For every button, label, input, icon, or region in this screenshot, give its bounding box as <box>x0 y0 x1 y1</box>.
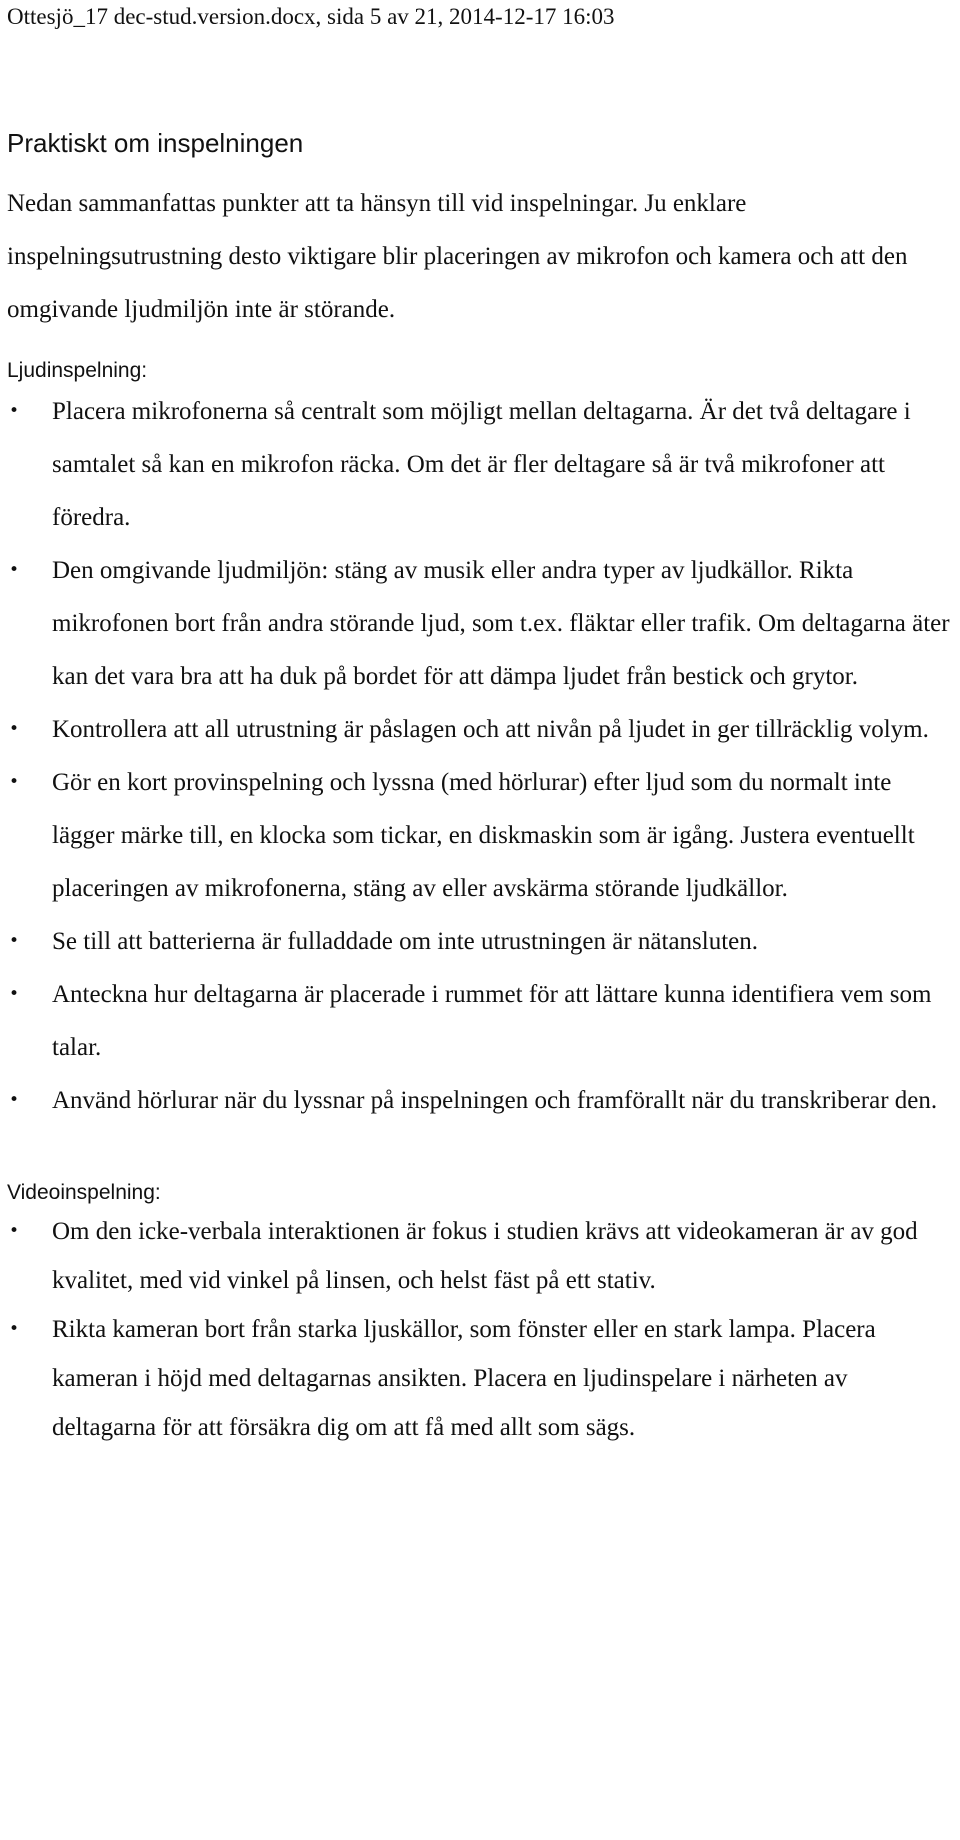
list-item <box>7 1207 952 1305</box>
list-item-text: Rikta kameran bort från starka ljuskällor, som fönster eller en stark lampa. Placera kameran i höjd med deltagarnas ansikten. Placera en ljudinspelare i närheten av deltagarna för att försäkra dig om att få med allt som sägs. <box>52 1316 876 1441</box>
list-item-text: Anteckna hur deltagarna är placerade i rummet för att lättare kunna identifiera vem som talar. <box>52 981 932 1061</box>
list-item-text: Gör en kort provinspelning och lyssna (med hörlurar) efter ljud som du normalt inte lägger märke till, en klocka som tickar, en diskmaskin som är igång. Justera eventuellt placeringen av mikrofonerna, stäng av eller avskärma störande ljudkällor. <box>52 769 915 902</box>
bullet-icon: • <box>9 1319 20 1339</box>
list-item <box>7 756 952 915</box>
bullet-icon: • <box>9 1221 20 1241</box>
bullet-icon: • <box>9 1090 20 1110</box>
list-item-text: Kontrollera att all utrustning är påslagen och att nivån på ljudet in ger tillräcklig volym. <box>52 716 929 743</box>
list-item-text: Placera mikrofonerna så centralt som möjligt mellan deltagarna. Är det två deltagare i samtalet så kan en mikrofon räcka. Om det är fler deltagare så är två mikrofoner att föredra. <box>52 398 911 531</box>
list-item <box>7 385 952 544</box>
bullet-icon: • <box>9 560 20 580</box>
list-item-text: Se till att batterierna är fulladdade om inte utrustningen är nätansluten. <box>52 928 759 955</box>
subheading-videoinspelning: Videoinspelning: <box>7 1181 161 1204</box>
section-title: Praktiskt om inspelningen <box>7 128 304 158</box>
list-item <box>7 703 952 756</box>
bullet-icon: • <box>9 931 20 951</box>
intro-paragraph: Nedan sammanfattas punkter att ta hänsyn till vid inspelningar. Ju enklare inspelningsutrustning desto viktigare blir placeringen av mikrofon och kamera och att den omgivande ljudmiljön inte är störande. <box>7 190 908 323</box>
bullet-icon: • <box>9 984 20 1004</box>
list-item-text: Använd hörlurar när du lyssnar på inspelningen och framförallt när du transkriberar den. <box>52 1087 938 1114</box>
list-item-text: Den omgivande ljudmiljön: stäng av musik eller andra typer av ljudkällor. Rikta mikrofonen bort från andra störande ljud, som t.ex. fläktar eller trafik. Om deltagarna äter kan det vara bra att ha duk på bordet för att dämpa ljudet från bestick och grytor. <box>52 557 950 690</box>
bullet-icon: • <box>9 719 20 739</box>
bullet-icon: • <box>9 772 20 792</box>
list-item <box>7 1074 952 1127</box>
list-item <box>7 544 952 703</box>
list-item <box>7 915 952 968</box>
bullet-icon: • <box>9 401 20 421</box>
ljud-bullet-list <box>7 385 952 1127</box>
list-item <box>7 968 952 1074</box>
video-bullet-list <box>7 1207 952 1452</box>
list-item-text: Om den icke-verbala interaktionen är fokus i studien krävs att videokameran är av god kvalitet, med vid vinkel på linsen, och helst fäst på ett stativ. <box>52 1218 918 1294</box>
subheading-ljudinspelning: Ljudinspelning: <box>7 359 148 382</box>
document-header: Ottesjö_17 dec-stud.version.docx, sida 5 av 21, 2014-12-17 16:03 <box>7 4 615 29</box>
list-item <box>7 1305 952 1452</box>
